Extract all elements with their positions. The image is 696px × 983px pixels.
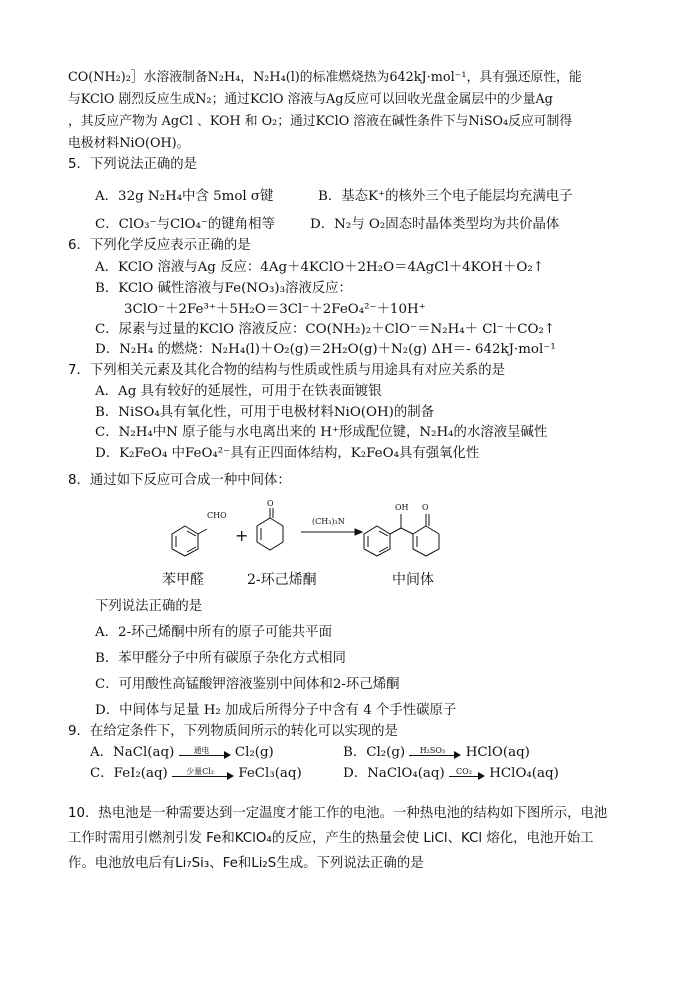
label-benzaldehyde: 苯甲醛 (162, 572, 204, 588)
q6-option-a: A．KClO 溶液与Ag 反应：4Ag＋4KClO＋2H₂O＝4AgCl＋4KOH＋O₂↑ (95, 260, 544, 275)
intro-line-2: 与KClO 剧烈反应生成N₂；通过KClO 溶液与Ag反应可以回收光盘金属层中的少量Ag (68, 92, 553, 107)
q9-a-condition: 通电 (193, 745, 210, 755)
q9-d-arrow (449, 767, 485, 781)
q6-option-b-equation: 3ClO⁻＋2Fe³⁺＋5H₂O＝3Cl⁻＋2FeO₄²⁻＋10H⁺ (124, 302, 426, 317)
q9-option-b (343, 744, 530, 762)
q9-b-condition: H₂SO₃ (419, 745, 446, 755)
q10-line-2: 工作时需用引燃剂引发 Fe和KClO₄的反应，产生的热量会使 LiCl、KCl 熔化，电池开始工 (68, 831, 594, 846)
q9-c-arrow (172, 767, 234, 781)
q7-stem: 7．下列相关元素及其化合物的结构与性质或性质与用途具有对应关系的是 (68, 363, 506, 378)
q9-b-product: HClO(aq) (465, 745, 530, 760)
q8-option-d: D．中间体与足量 H₂ 加成后所得分子中含有 4 个手性碳原子 (95, 703, 457, 718)
q5-option-a: A．32g N₂H₄中含 5mol σ键 (95, 189, 274, 204)
ketone-o-label: O (267, 499, 274, 508)
q9-b-arrow (409, 746, 461, 760)
q9-d-reactant: D．NaClO₄(aq) (343, 766, 445, 781)
q9-a-product: Cl₂(g) (234, 745, 274, 760)
q5-option-c: C．ClO₃⁻与ClO₄⁻的键角相等 (95, 217, 275, 232)
reaction-scheme (165, 496, 465, 568)
cho-label: CHO (207, 511, 227, 520)
plus-sign: + (235, 526, 249, 545)
q9-c-product: FeCl₃(aq) (238, 766, 302, 781)
q7-option-b: B．NiSO₄具有氧化性，可用于电极材料NiO(OH)的制备 (95, 405, 435, 420)
q9-d-product: HClO₄(aq) (489, 766, 559, 781)
q8-option-b: B．苯甲醛分子中所有碳原子杂化方式相同 (95, 651, 346, 666)
label-intermediate: 中间体 (392, 572, 434, 588)
q7-option-d: D．K₂FeO₄ 中FeO₄²⁻具有正四面体结构，K₂FeO₄具有强氧化性 (95, 446, 480, 461)
q9-b-reactant: B．Cl₂(g) (343, 745, 406, 760)
intro-line-1: CO(NH₂)₂］水溶液制备N₂H₄，N₂H₄(l)的标准燃烧热为642kJ·mol⁻¹，具有强还原性，能 (68, 70, 582, 85)
q9-stem: 9．在给定条件下，下列物质间所示的转化可以实现的是 (68, 724, 398, 739)
oh-label: OH (395, 503, 409, 512)
q10-line-3: 作。电池放电后有Li₇Si₃、Fe和Li₂S生成。下列说法正确的是 (68, 856, 424, 871)
intermediate-structure (364, 514, 439, 556)
intro-line-3: ，其反应产物为 AgCl 、KOH 和 O₂；通过KClO 溶液在碱性条件下与NiSO₄反应可制得 (68, 114, 573, 129)
q9-c-condition: 少量Cl₂ (186, 766, 214, 776)
reagent-label: (CH₃)₃N (312, 517, 345, 526)
q10-line-1: 10．热电池是一种需要达到一定温度才能工作的电池。一种热电池的结构如下图所示，电池 (68, 806, 608, 821)
q8-substem: 下列说法正确的是 (95, 599, 203, 614)
benzaldehyde-structure (172, 526, 207, 556)
intro-line-4: 电极材料NiO(OH)。 (68, 136, 190, 151)
q8-option-a: A．2-环己烯酮中所有的原子可能共平面 (95, 625, 332, 640)
q9-c-reactant: C．FeI₂(aq) (90, 766, 168, 781)
q9-option-d (343, 765, 559, 783)
q7-option-c: C．N₂H₄中N 原子能与水电离出来的 H⁺形成配位键，N₂H₄的水溶液呈碱性 (95, 425, 548, 440)
q9-a-arrow (179, 746, 231, 760)
q8-stem: 8．通过如下反应可合成一种中间体： (68, 473, 291, 488)
q9-option-a (90, 744, 274, 762)
q8-option-c: C．可用酸性高锰酸钾溶液鉴别中间体和2-环己烯酮 (95, 677, 400, 692)
q9-d-condition: CO₂ (456, 766, 472, 776)
q5-option-b: B．基态K⁺的核外三个电子能层均充满电子 (318, 189, 573, 204)
cyclohexenone-structure (257, 508, 283, 550)
q6-option-b: B．KClO 碱性溶液与Fe(NO₃)₃溶液反应： (95, 281, 352, 296)
q6-stem: 6．下列化学反应表示正确的是 (68, 238, 251, 253)
q6-option-d: D．N₂H₄ 的燃烧：N₂H₄(l)＋O₂(g)＝2H₂O(g)＋N₂(g) ΔH＝- 642kJ·mol⁻¹ (95, 342, 556, 357)
q6-option-c: C．尿素与过量的KClO 溶液反应：CO(NH₂)₂＋ClO⁻＝N₂H₄＋ Cl⁻＋CO₂↑ (95, 322, 556, 337)
reaction-arrow (301, 529, 362, 535)
q9-a-reactant: A．NaCl(aq) (90, 745, 175, 760)
q5-option-d: D．N₂与 O₂固态时晶体类型均为共价晶体 (310, 217, 560, 232)
q9-option-c (90, 765, 302, 783)
q5-stem: 5．下列说法正确的是 (68, 157, 198, 172)
q7-option-a: A．Ag 具有较好的延展性，可用于在铁表面镀银 (95, 384, 382, 399)
intermediate-o-label: O (422, 503, 429, 512)
label-cyclohexenone: 2-环己烯酮 (247, 572, 317, 588)
